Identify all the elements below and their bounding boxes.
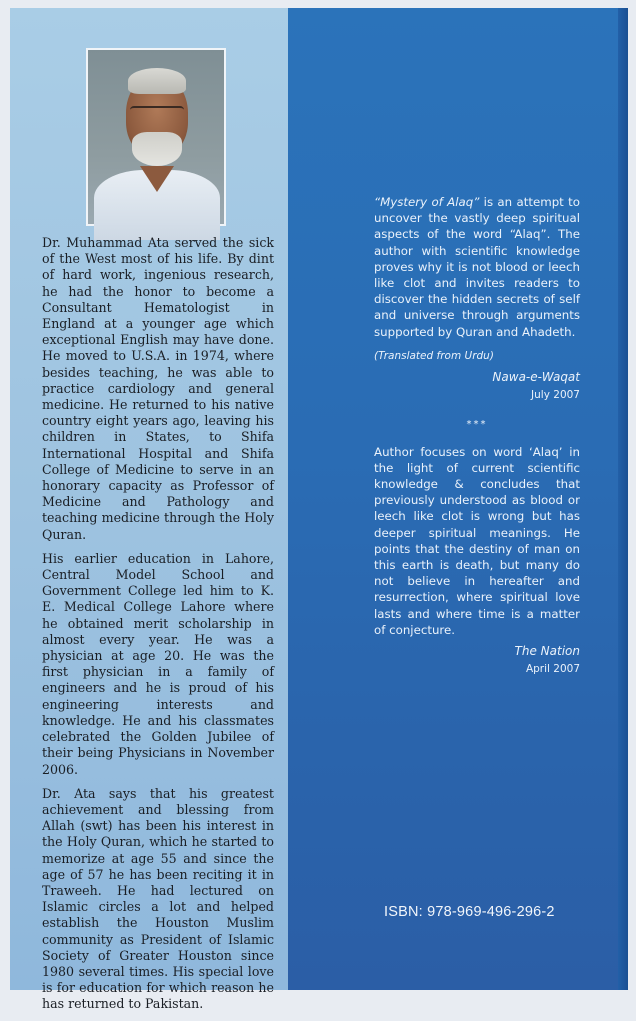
review-body: is an attempt to uncover the vastly deep spiritual aspects of the word “Alaq”. The author with scientific knowledge proves why it is not blood or leech like clot and invites readers to discover the hidden secrets of self and universe through arguments supported by Quran and Ahadeth.: [374, 195, 580, 339]
bio-paragraph-2: His earlier education in Lahore, Central Model School and Government College led him to K. E. Medical College Lahore where he obtained merit scholarship in almost every year. He was a physician at age 20. He was the first physician in a family of engineers and he is proud of his engineering interests and knowledge. He and his classmates celebrated the Golden Jubilee of their being Physicians in November 2006.: [42, 550, 274, 777]
review-text: Author focuses on word ‘Alaq’ in the light of current scientific knowledge & concludes that previously understood as blood or leech like clot is wrong but has deeper spiritual meanings. He points that the destiny of man on this earth is death, but many do not believe in hereafter and resurrection, where spiritual love lasts and where time is a matter of conjecture.: [374, 444, 580, 637]
bio-paragraph-3: Dr. Ata says that his greatest achievement and blessing from Allah (swt) has been his interest in the Holy Quran, which he started to memorize at age 55 and since the age of 57 he has been reciting it in Traweeh. He had lectured on Islamic circles a lot and helped establish the Houston Muslim community as President of Islamic Society of Greater Houston since 1980 several times. His special love is for education for which reason he has returned to Pakistan.: [42, 785, 274, 1012]
review-nawa-e-waqat: [374, 194, 580, 403]
review-source: Nawa-e-Waqat: [492, 370, 580, 385]
left-panel: [10, 8, 288, 1012]
spine-stripe: [618, 8, 628, 990]
review-text: [374, 194, 580, 340]
bio-paragraph-1: Dr. Muhammad Ata served the sick of the West most of his life. By dint of hard work, ingenious research, he had the honor to become a Consultant Hematologist in England at a younger age which exceptional English may have done. He moved to U.S.A. in 1974, where besides teaching, he was able to practice cardiology and general medicine. He returned to his native country eight years ago, leaving his children in States, to Shifa International Hospital and Shifa College of Medicine to serve in an honorary capacity as Professor of Medicine and Pathology and teaching medicine through the Holy Quran.: [42, 235, 274, 542]
review-date: April 2007: [525, 663, 580, 676]
author-bio: [42, 235, 274, 1021]
review-date: July 2007: [531, 389, 580, 402]
review-the-nation: [374, 444, 580, 678]
photo-hair: [128, 68, 186, 94]
review-book-title: “Mystery of Alaq”: [374, 195, 480, 209]
isbn-number: ISBN: 978-969-496-296-2: [384, 904, 555, 920]
photo-beard: [132, 132, 182, 166]
right-panel: [288, 8, 628, 990]
photo-glasses: [130, 106, 184, 120]
translation-note: (Translated from Urdu): [374, 349, 494, 362]
author-photo: [86, 48, 226, 226]
review-source: The Nation: [514, 644, 580, 659]
reviews: [374, 194, 580, 677]
review-separator: ***: [466, 419, 488, 431]
book-back-cover: [10, 8, 628, 1012]
